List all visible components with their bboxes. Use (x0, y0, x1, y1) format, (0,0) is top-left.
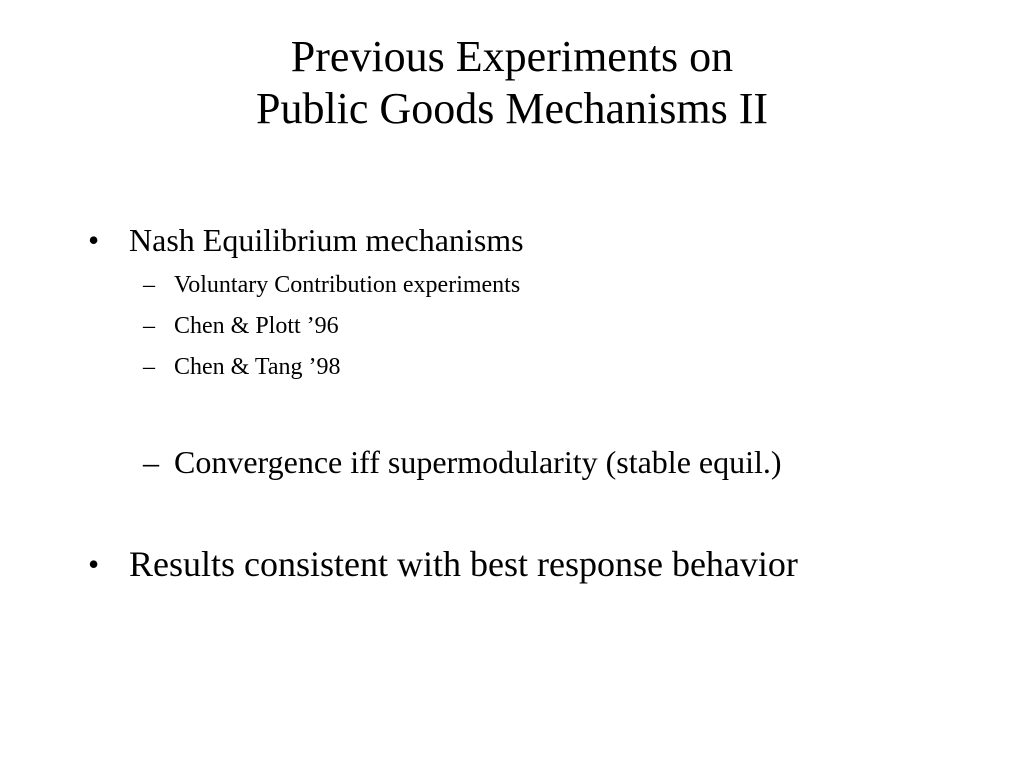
dash-icon: – (143, 313, 155, 339)
title-line-2: Public Goods Mechanisms II (255, 84, 769, 133)
sub-item-text: Convergence iff supermodularity (stable equil.) (174, 444, 782, 480)
bullet-icon: • (88, 222, 100, 258)
dash-icon: – (143, 354, 155, 380)
dash-icon: – (143, 272, 155, 298)
dash-icon: – (143, 444, 159, 480)
bullet-icon: • (88, 546, 100, 582)
bullet-text: Results consistent with best response behavior (129, 544, 798, 584)
slide-title (0, 31, 1024, 135)
sub-item-text: Chen & Tang ’98 (174, 354, 341, 380)
sub-item-text: Chen & Plott ’96 (174, 313, 339, 339)
title-line-1: Previous Experiments on (290, 32, 734, 81)
sub-item-text: Voluntary Contribution experiments (174, 272, 521, 298)
bullet-text: Nash Equilibrium mechanisms (129, 222, 524, 258)
